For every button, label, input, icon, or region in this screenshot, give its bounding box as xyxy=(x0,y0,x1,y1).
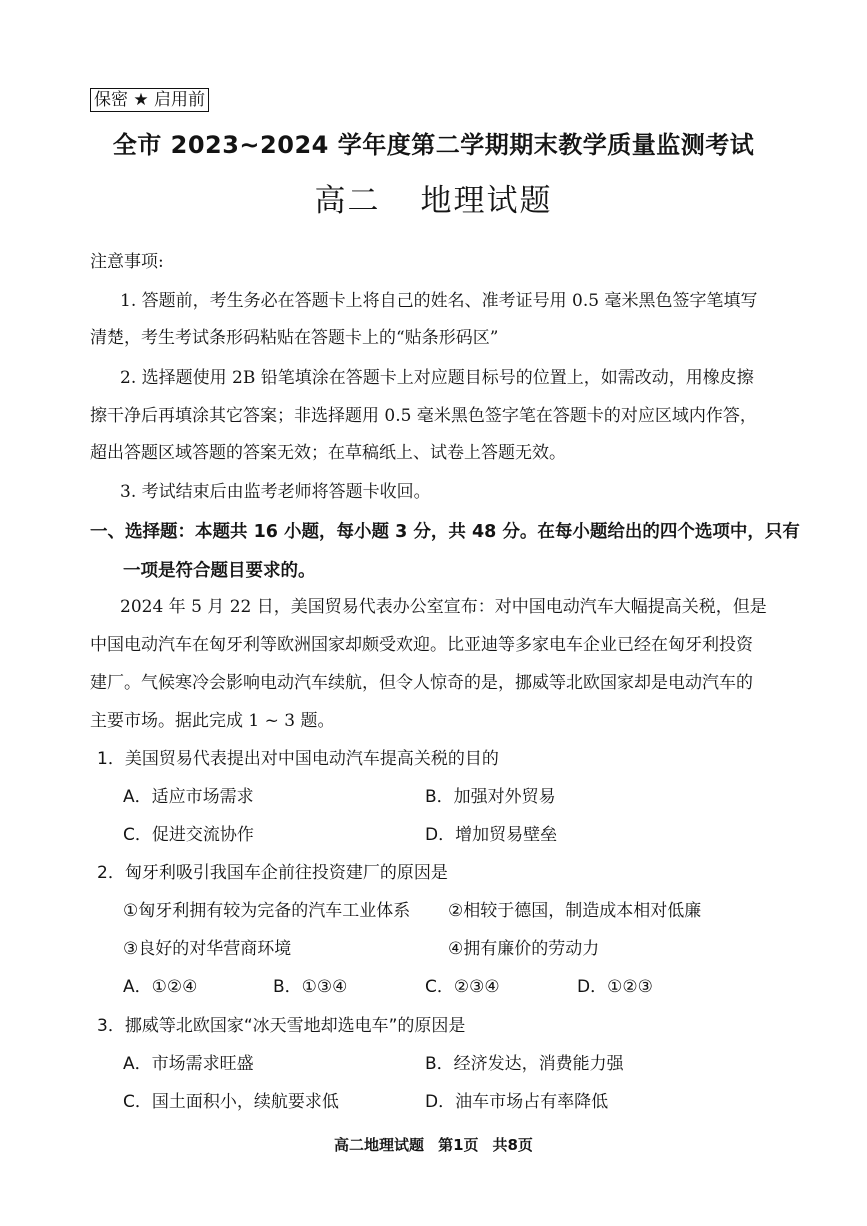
question-1-stem: 1．美国贸易代表提出对中国电动汽车提高关税的目的 xyxy=(97,749,499,769)
section-heading-line-2: 一项是符合题目要求的。 xyxy=(123,561,316,581)
passage-line-4: 主要市场。据此完成 1 ~ 3 题。 xyxy=(90,711,335,731)
notice-item-2-line-2: 擦干净后再填涂其它答案；非选择题用 0.5 毫米黑色签字笔在答题卡的对应区域内作答， xyxy=(90,406,757,426)
question-2-statement-3: ③良好的对华营商环境 xyxy=(123,939,292,959)
notice-item-3-line-1: 3. 考试结束后由监考老师将答题卡收回。 xyxy=(120,482,431,502)
footer-page-number: 第1页 xyxy=(438,1136,479,1154)
footer-total-pages: 共8页 xyxy=(492,1136,533,1154)
notice-item-1-line-2: 清楚，考生考试条形码粘贴在答题卡上的“贴条形码区” xyxy=(90,328,499,348)
question-3-stem: 3．挪威等北欧国家“冰天雪地却选电车”的原因是 xyxy=(97,1016,466,1036)
subject-name: 地理试题 xyxy=(420,183,553,219)
question-3-option-b: B．经济发达，消费能力强 xyxy=(425,1054,624,1074)
question-2-option-a: A．①②④ xyxy=(123,977,198,997)
question-2-option-d: D．①②③ xyxy=(577,977,653,997)
question-3-option-c: C．国土面积小，续航要求低 xyxy=(123,1092,339,1112)
question-2-statement-4: ④拥有廉价的劳动力 xyxy=(448,939,600,959)
subject-grade: 高二 xyxy=(314,183,381,219)
question-3-option-d: D．油车市场占有率降低 xyxy=(425,1092,609,1112)
question-1-option-a: A．适应市场需求 xyxy=(123,787,254,807)
footer-subject: 高二地理试题 xyxy=(334,1136,425,1154)
section-heading-line-1: 一、选择题：本题共 16 小题，每小题 3 分，共 48 分。在每小题给出的四个选项中，只有 xyxy=(90,522,800,542)
page-footer xyxy=(0,1134,867,1155)
question-2-stem: 2．匈牙利吸引我国车企前往投资建厂的原因是 xyxy=(97,863,448,883)
question-2-option-b: B．①③④ xyxy=(273,977,348,997)
passage-line-3: 建厂。气候寒冷会影响电动汽车续航，但令人惊奇的是，挪威等北欧国家却是电动汽车的 xyxy=(90,673,753,693)
passage-line-1: 2024 年 5 月 22 日，美国贸易代表办公室宣布：对中国电动汽车大幅提高关税，但是 xyxy=(120,597,767,617)
notice-item-2-line-1: 2. 选择题使用 2B 铅笔填涂在答题卡上对应题目标号的位置上，如需改动，用橡皮擦 xyxy=(120,368,754,388)
question-3-option-a: A．市场需求旺盛 xyxy=(123,1054,254,1074)
question-1-option-d: D．增加贸易壁垒 xyxy=(425,825,558,845)
question-2-statement-1: ①匈牙利拥有较为完备的汽车工业体系 xyxy=(123,901,411,921)
subject-title xyxy=(0,175,867,220)
confidential-label: 保密 ★ 启用前 xyxy=(90,88,209,112)
question-2-statement-2: ②相较于德国，制造成本相对低廉 xyxy=(448,901,702,921)
exam-title: 全市 2023~2024 学年度第二学期期末教学质量监测考试 xyxy=(112,131,755,159)
notice-item-2-line-3: 超出答题区域答题的答案无效；在草稿纸上、试卷上答题无效。 xyxy=(90,443,566,463)
notice-title: 注意事项: xyxy=(90,252,164,272)
question-1-option-b: B．加强对外贸易 xyxy=(425,787,556,807)
notice-item-1-line-1: 1. 答题前，考生务必在答题卡上将自己的姓名、准考证号用 0.5 毫米黑色签字笔填写 xyxy=(120,291,758,311)
passage-line-2: 中国电动汽车在匈牙利等欧洲国家却颇受欢迎。比亚迪等多家电车企业已经在匈牙利投资 xyxy=(90,635,753,655)
question-2-option-c: C．②③④ xyxy=(425,977,500,997)
question-1-option-c: C．促进交流协作 xyxy=(123,825,254,845)
